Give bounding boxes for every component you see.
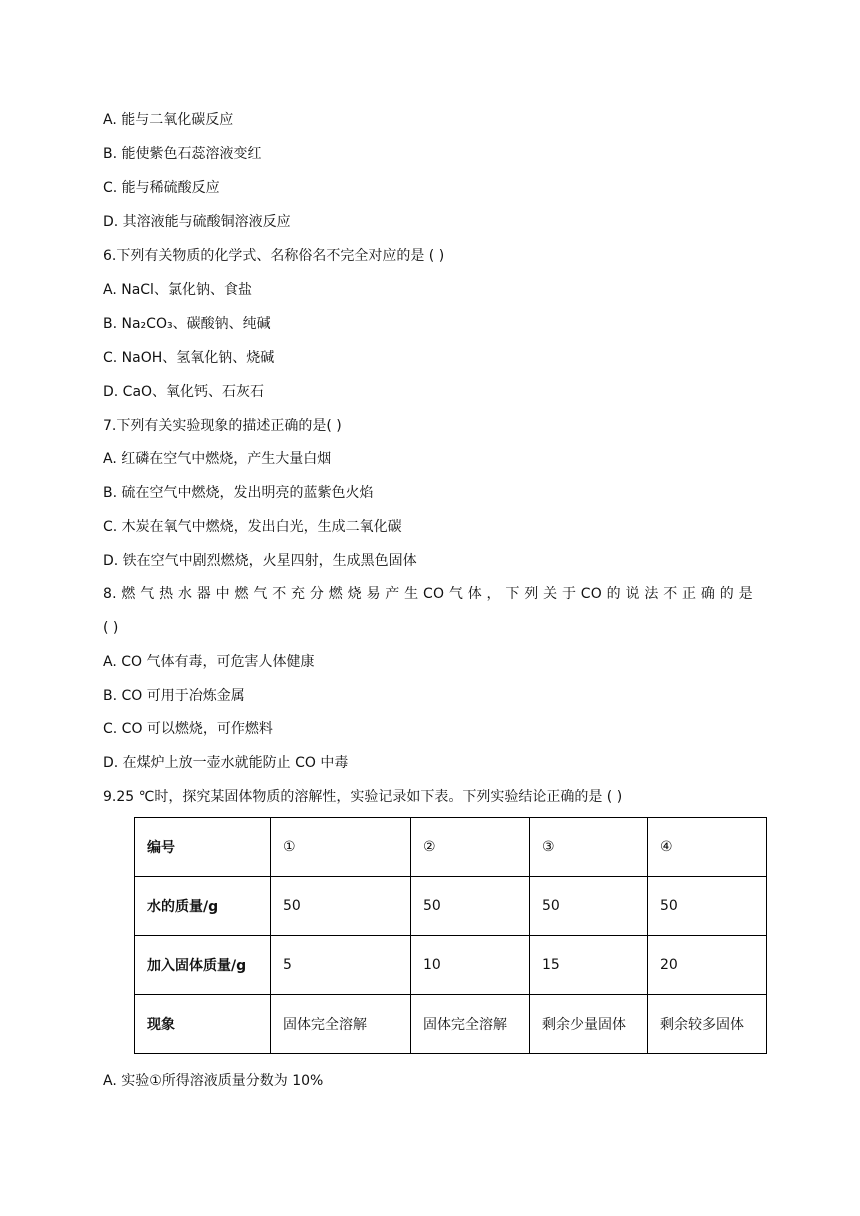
table-cell: 剩余少量固体 <box>530 995 648 1054</box>
question-9: 9.25 ℃时，探究某固体物质的溶解性，实验记录如下表。下列实验结论正确的是 ( ) <box>103 789 623 805</box>
table-cell: ① <box>271 818 411 877</box>
option-6c: C. NaOH、氢氧化钠、烧碱 <box>103 350 275 366</box>
question-8: 8. 燃 气 热 水 器 中 燃 气 不 充 分 燃 烧 易 产 生 CO 气 体 ， 下 列 关 于 CO 的 说 法 不 正 确 的 是 <box>103 586 753 602</box>
table-cell: 15 <box>530 936 648 995</box>
table-header-cell: 水的质量/g <box>135 877 271 936</box>
question-7: 7.下列有关实验现象的描述正确的是( ) <box>103 418 342 434</box>
table-cell: 50 <box>411 877 530 936</box>
table-cell: 固体完全溶解 <box>411 995 530 1054</box>
option-9a: A. 实验①所得溶液质量分数为 10% <box>103 1073 324 1089</box>
option-7c: C. 木炭在氧气中燃烧，发出白光，生成二氧化碳 <box>103 519 402 535</box>
table-cell: ② <box>411 818 530 877</box>
option-5a: A. 能与二氧化碳反应 <box>103 112 234 128</box>
option-6b: B. Na₂CO₃、碳酸钠、纯碱 <box>103 316 271 332</box>
option-7a: A. 红磷在空气中燃烧，产生大量白烟 <box>103 451 332 467</box>
table-row <box>135 936 767 995</box>
table-row <box>135 877 767 936</box>
table-cell: ③ <box>530 818 648 877</box>
option-7b: B. 硫在空气中燃烧，发出明亮的蓝紫色火焰 <box>103 485 374 501</box>
option-8c: C. CO 可以燃烧，可作燃料 <box>103 721 273 737</box>
table-cell: 20 <box>648 936 767 995</box>
table-cell: 5 <box>271 936 411 995</box>
option-5c: C. 能与稀硫酸反应 <box>103 180 220 196</box>
table-header-cell: 加入固体质量/g <box>135 936 271 995</box>
question-6: 6.下列有关物质的化学式、名称俗名不完全对应的是 ( ) <box>103 248 445 264</box>
option-5d: D. 其溶液能与硫酸铜溶液反应 <box>103 214 291 230</box>
table-cell: 50 <box>530 877 648 936</box>
table-cell: 10 <box>411 936 530 995</box>
table-header-cell: 现象 <box>135 995 271 1054</box>
option-8b: B. CO 可用于冶炼金属 <box>103 688 245 704</box>
table-cell: 固体完全溶解 <box>271 995 411 1054</box>
option-8d: D. 在煤炉上放一壶水就能防止 CO 中毒 <box>103 755 349 771</box>
table-cell: 50 <box>271 877 411 936</box>
table-row <box>135 995 767 1054</box>
table-row <box>135 818 767 877</box>
table-cell: 剩余较多固体 <box>648 995 767 1054</box>
option-6a: A. NaCl、氯化钠、食盐 <box>103 282 252 298</box>
option-5b: B. 能使紫色石蕊溶液变红 <box>103 146 262 162</box>
experiment-table <box>134 817 767 1054</box>
table-cell: ④ <box>648 818 767 877</box>
option-6d: D. CaO、氧化钙、石灰石 <box>103 384 265 400</box>
option-7d: D. 铁在空气中剧烈燃烧，火星四射，生成黑色固体 <box>103 553 417 569</box>
table-cell: 50 <box>648 877 767 936</box>
table-header-cell: 编号 <box>135 818 271 877</box>
option-8a: A. CO 气体有毒，可危害人体健康 <box>103 654 315 670</box>
question-8-bracket: ( ) <box>103 620 119 636</box>
